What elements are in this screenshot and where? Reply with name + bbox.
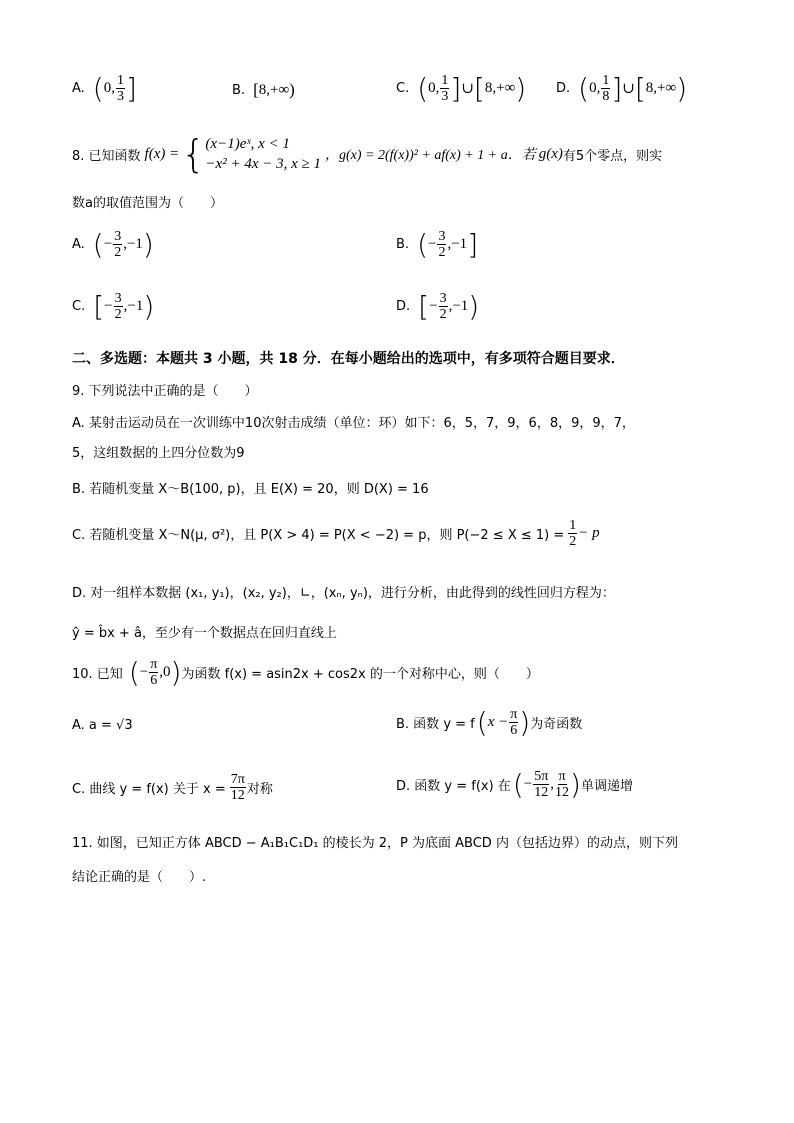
q10-option-d: D. 函数 y = f(x) 在 ( − $\frac{5\pi}{12}$ , $\frac{\pi}{12}$ ) 单调递增 xyxy=(396,768,633,801)
q9-option-a: A. 某射击运动员在一次训练中10次射击成绩（单位：环）如下：6，5，7，9，6，8，9，9，7， xyxy=(72,416,635,431)
option-label: C. xyxy=(396,81,410,96)
fraction: $\frac{1}{8}$ xyxy=(602,73,610,104)
q7-option-d: D. ( 0, $\frac{1}{8}$ ] ∪ [ 8,+∞ ) xyxy=(556,72,688,105)
q8-option-b: B. ( − $\frac{3}{2}$ ,−1 ] xyxy=(396,228,479,261)
option-label: B. xyxy=(232,82,246,98)
section-heading: 二、多选题：本题共 3 小题，共 18 分．在每小题给出的选项中，有多项符合题目要求． xyxy=(72,351,625,367)
q8-option-c: C. [ − $\frac{3}{2}$ ,−1 ) xyxy=(72,290,155,323)
fraction: $\frac{\pi}{12}$ xyxy=(555,769,570,800)
q9-option-c: C. 若随机变量 X～N(μ, σ²)，且 P(X > 4) = P(X < −2) = p，则 P(−2 ≤ X ≤ 1) = $\frac{1}{2}$ − p xyxy=(72,518,600,549)
q10-option-a: A. a = √3 xyxy=(72,718,133,733)
q9-option-d: D. 对一组样本数据 (x₁, y₁)，(x₂, y₂)，∟，(xₙ, yₙ)，进行分析，由此得到的线性回归方程为： xyxy=(72,586,615,601)
q10-option-c: C. 曲线 y = f(x) 关于 x = $\frac{7\pi}{12}$ 对称 xyxy=(72,772,273,803)
question-text: 8. 已知函数 xyxy=(72,148,141,164)
function-name: f(x) = xyxy=(144,145,180,162)
q11-stem: 11. 如图，已知正方体 ABCD − A₁B₁C₁D₁ 的棱长为 2，P 为底面 ABCD 内（包括边界）的动点，则下列 xyxy=(72,836,678,851)
piecewise-cases: (x−1)eˣ, x < 1 −x² + 4x − 3, x ≥ 1 xyxy=(205,136,321,172)
q7-option-c: C. ( 0, $\frac{1}{3}$ ] ∪ [ 8,+∞ ) xyxy=(396,72,527,105)
fraction: $\frac{1}{3}$ xyxy=(441,73,449,104)
fraction: $\frac{7\pi}{12}$ xyxy=(230,772,245,803)
q9-option-d-line2: ŷ = b̂x + â，至少有一个数据点在回归直线上 xyxy=(72,626,337,641)
q8-option-d: D. [ − $\frac{3}{2}$ ,−1 ) xyxy=(396,290,480,323)
q8-stem: 8. 已知函数 f(x) = { (x−1)eˣ, x < 1 −x² + 4x − 3, x ≥ 1 ，g(x) = 2(f(x))² + af(x) + 1 + a．若 g(x) 有5个零点，则实 xyxy=(72,132,663,176)
q9-option-a-line2: 5，这组数据的上四分位数为9 xyxy=(72,446,245,461)
q8-stem-line2: 数a的取值范围为（ ） xyxy=(72,196,223,211)
fraction: $\frac{3}{2}$ xyxy=(114,229,122,260)
option-text: 8,+∞ xyxy=(258,81,290,98)
fraction: $\frac{1}{3}$ xyxy=(116,73,124,104)
fraction: $\frac{3}{2}$ xyxy=(439,291,447,322)
q9-option-b: B. 若随机变量 X～B(100, p)，且 E(X) = 20，则 D(X) = 16 xyxy=(72,482,429,497)
option-label: A. xyxy=(72,81,85,96)
q10-stem: 10. 已知 ( − $\frac{\pi}{6}$ ,0 ) 为函数 f(x) = asin2x + cos2x 的一个对称中心，则（ ） xyxy=(72,656,539,689)
q8-option-a: A. ( − $\frac{3}{2}$ ,−1 ) xyxy=(72,228,154,261)
fraction: $\frac{\pi}{6}$ xyxy=(510,707,518,738)
option-text: 0, xyxy=(103,80,115,96)
fraction: $\frac{5\pi}{12}$ xyxy=(534,769,549,800)
q7-option-a: A. ( 0, $\frac{1}{3}$ ] xyxy=(72,72,137,105)
q9-stem: 9. 下列说法中正确的是（ ） xyxy=(72,384,258,399)
option-label: D. xyxy=(556,81,571,96)
q7-option-b: B. [ 8,+∞ ) xyxy=(232,80,295,99)
q11-stem-line2: 结论正确的是（ ）. xyxy=(72,870,207,885)
fraction: $\frac{1}{2}$ xyxy=(569,518,577,549)
fraction: $\frac{3}{2}$ xyxy=(114,291,122,322)
q10-option-b: B. 函数 y = f ( x − $\frac{\pi}{6}$ ) 为奇函数 xyxy=(396,706,583,739)
fraction: $\frac{\pi}{6}$ xyxy=(150,657,158,688)
fraction: $\frac{3}{2}$ xyxy=(438,229,446,260)
